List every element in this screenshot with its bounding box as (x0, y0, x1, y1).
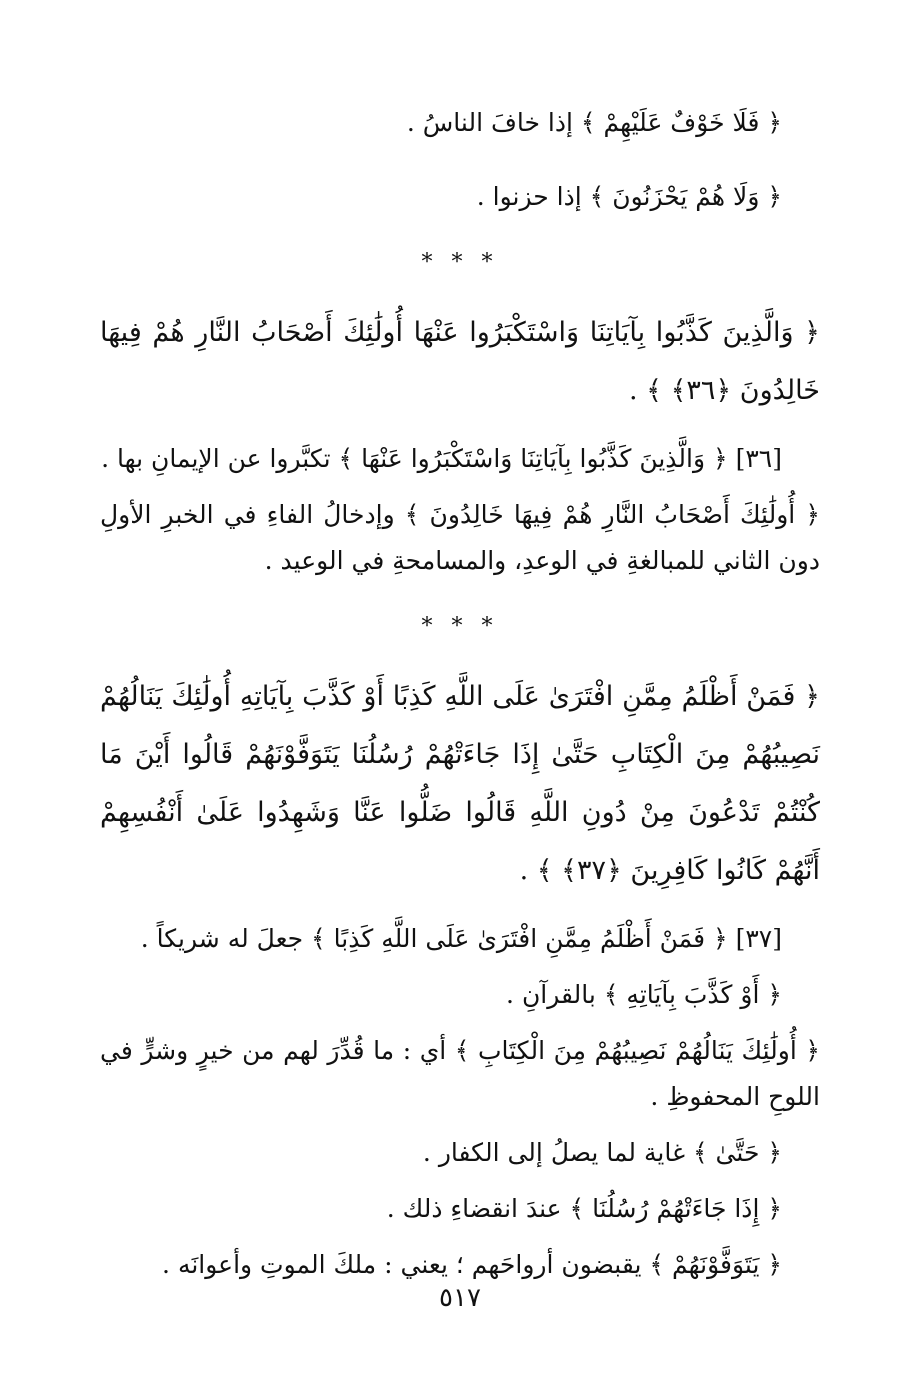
commentary-line: ﴿ أَوْ كَذَّبَ بِآيَاتِهِ ﴾ بالقرآنِ . (506, 980, 782, 1009)
page-number: ٥١٧ (439, 1283, 481, 1313)
page-content (100, 100, 820, 1298)
commentary-line: [٣٧] ﴿ فَمَنْ أَظْلَمُ مِمَّنِ افْتَرَىٰ عَلَى اللَّهِ كَذِبًا ﴾ جعلَ له شريكاً . (140, 924, 782, 953)
commentary-line: ﴿ حَتَّىٰ ﴾ غاية لما يصلُ إلى الكفار . (422, 1138, 782, 1167)
quran-verse-37: ﴿ فَمَنْ أَظْلَمُ مِمَّنِ افْتَرَىٰ عَلَى اللَّهِ كَذِبًا أَوْ كَذَّبَ بِآيَاتِهِ أُولَٰئِكَ يَنَالُهُمْ نَصِيبُهُمْ مِنَ الْكِتَابِ حَتَّىٰ إِذَا جَاءَتْهُمْ رُسُلُنَا يَتَوَفَّوْنَهُمْ قَالُوا أَيْنَ مَا كُنْتُمْ تَدْعُونَ مِنْ دُونِ اللَّهِ قَالُوا ضَلُّوا عَنَّا وَشَهِدُوا عَلَىٰ أَنْفُسِهِمْ أَنَّهُمْ كَانُوا كَافِرِينَ ﴿٣٧﴾ ﴾ . (100, 681, 820, 886)
commentary-paragraph: ﴿ أُولَٰئِكَ يَنَالُهُمْ نَصِيبُهُمْ مِنَ الْكِتَابِ ﴾ أي : ما قُدِّرَ لهم من خيرٍ وشرٍّ في اللوحِ المحفوظِ . (100, 1036, 820, 1111)
commentary-line: [٣٦] ﴿ وَالَّذِينَ كَذَّبُوا بِآيَاتِنَا وَاسْتَكْبَرُوا عَنْهَا ﴾ تكبَّروا عن الإيمانِ بها . (101, 444, 782, 473)
commentary-line: ﴿ يَتَوَفَّوْنَهُمْ ﴾ يقبضون أرواحَهم ؛ يعني : ملكَ الموتِ وأعوانَه . (162, 1250, 782, 1279)
commentary-line: ﴿ وَلَا هُمْ يَحْزَنُونَ ﴾ إذا حزنوا . (476, 182, 782, 211)
commentary-paragraph: ﴿ أُولَٰئِكَ أَصْحَابُ النَّارِ هُمْ فِيهَا خَالِدُونَ ﴾ وإدخالُ الفاءِ في الخبرِ الأولِ دون الثاني للمبالغةِ في الوعدِ، والمسامحةِ في الوعيد . (100, 500, 820, 575)
commentary-line: ﴿ إِذَا جَاءَتْهُمْ رُسُلُنَا ﴾ عندَ انقضاءِ ذلك . (386, 1194, 782, 1223)
section-separator: * * * (421, 614, 499, 639)
section-separator: * * * (421, 250, 499, 275)
commentary-line: ﴿ فَلَا خَوْفٌ عَلَيْهِمْ ﴾ إذا خافَ الناسُ . (406, 108, 782, 137)
quran-verse-36: ﴿ وَالَّذِينَ كَذَّبُوا بِآيَاتِنَا وَاسْتَكْبَرُوا عَنْهَا أُولَٰئِكَ أَصْحَابُ النَّارِ هُمْ فِيهَا خَالِدُونَ ﴿٣٦﴾ ﴾ . (100, 317, 820, 406)
